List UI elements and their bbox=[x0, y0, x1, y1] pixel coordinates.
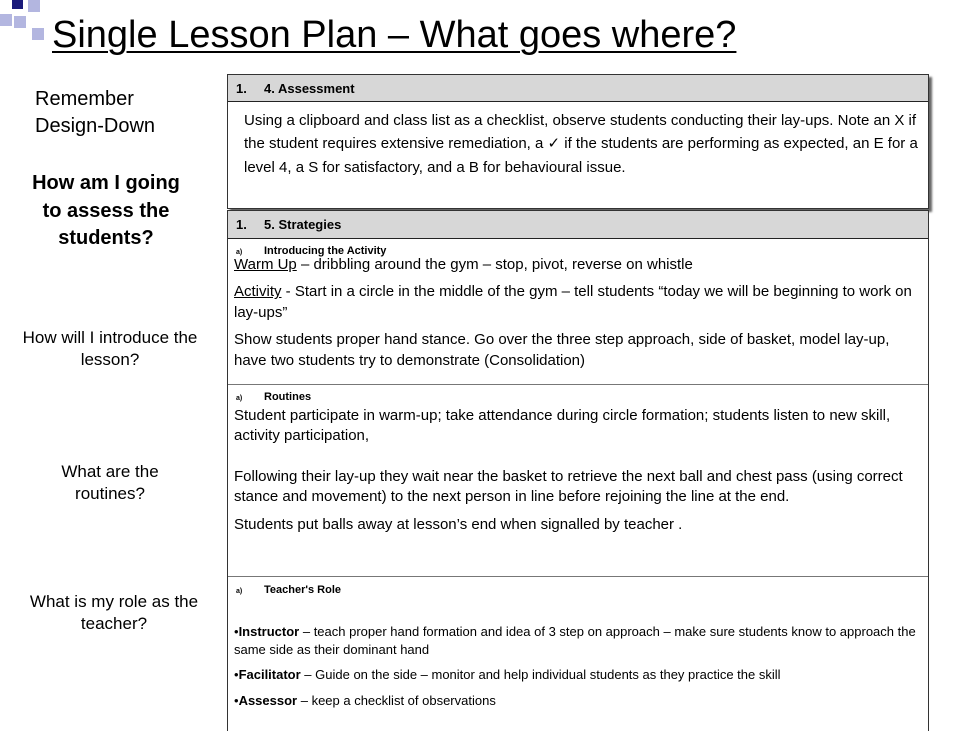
strategies-section bbox=[227, 210, 929, 731]
role-description: – teach proper hand formation and idea of 3 step on approach – make sure students know to approach the same side as their dominant hand bbox=[234, 624, 916, 657]
routines-alpha: a) bbox=[236, 395, 243, 402]
routines-paragraph-1: Student participate in warm-up; take attendance during circle formation; students listen to new skill, activity participation, bbox=[234, 407, 891, 445]
role-term: Assessor bbox=[238, 692, 298, 708]
routines-paragraph-3: Students put balls away at lesson’s end when signalled by teacher . bbox=[234, 515, 683, 533]
activity-text: - Start in a circle in the middle of the gym – tell students “today we will be beginning to work on lay-ups” bbox=[234, 283, 912, 321]
role-term: Facilitator bbox=[238, 667, 301, 683]
teacher-role-label-text: Teacher's Role bbox=[264, 584, 341, 596]
demonstration-line: Show students proper hand stance. Go over the three step approach, side of basket, model lay-up, have two students try to demonstrate (Consolidation) bbox=[234, 331, 890, 369]
teacher-role-alpha: a) bbox=[236, 588, 243, 595]
corner-square-light bbox=[32, 28, 44, 40]
bullet: • bbox=[234, 667, 239, 683]
routines-paragraph-2: Following their lay-up they wait near the basket to retrieve the next ball and chest pass (using correct stance and movement) to the next person in line before rejoining the line at the end. bbox=[234, 467, 903, 506]
role-item-facilitator bbox=[234, 666, 924, 684]
corner-square-navy bbox=[12, 0, 23, 9]
corner-square-light bbox=[14, 16, 26, 28]
reminder-line-2: Design-Down bbox=[35, 115, 156, 137]
assessment-heading: 4. Assessment bbox=[264, 80, 355, 96]
warmup-text: – dribbling around the gym – stop, pivot, reverse on whistle bbox=[296, 256, 693, 273]
check-mark-icon: ✓ bbox=[547, 135, 561, 153]
assessment-question: How am I going to assess the students? bbox=[32, 172, 180, 250]
teacher-role-content bbox=[234, 623, 924, 717]
strategies-number: 1. bbox=[236, 217, 247, 232]
section-divider bbox=[228, 384, 928, 385]
introduction-question: How will I introduce the lesson? bbox=[22, 328, 198, 370]
routines-content bbox=[234, 406, 924, 535]
assessment-box bbox=[227, 74, 929, 209]
role-item-assessor bbox=[234, 692, 924, 710]
introducing-alpha: a) bbox=[236, 249, 243, 256]
assessment-number: 1. bbox=[236, 80, 247, 96]
activity-line bbox=[234, 282, 924, 323]
corner-square-light bbox=[0, 14, 12, 26]
strategies-header bbox=[228, 211, 928, 239]
role-item-instructor bbox=[234, 623, 924, 658]
warmup-line bbox=[234, 255, 924, 275]
introducing-label-text: Introducing the Activity bbox=[264, 245, 387, 257]
assessment-header bbox=[228, 75, 928, 102]
section-divider bbox=[228, 576, 928, 577]
routines-label bbox=[228, 391, 311, 403]
page-title: Single Lesson Plan – What goes where? bbox=[52, 14, 737, 56]
reminder-line-1: Remember bbox=[35, 88, 134, 110]
corner-square-light bbox=[28, 0, 40, 12]
bullet: • bbox=[234, 692, 239, 708]
warmup-label: Warm Up bbox=[234, 256, 297, 273]
assessment-text-end: if the students are performing as expected, an E for a level 4, a S for satisfactory, and a B for behavioural issue. bbox=[244, 135, 918, 176]
routines-label-text: Routines bbox=[264, 391, 312, 403]
role-term: Instructor bbox=[238, 624, 300, 639]
introducing-content bbox=[234, 255, 924, 371]
design-down-reminder bbox=[35, 86, 155, 140]
activity-label: Activity bbox=[234, 283, 282, 301]
assessment-text-start: Using a clipboard and class list as a checklist, observe students conducting their lay-ups. Note an X if the student requires extensive remediation, a bbox=[244, 112, 917, 153]
strategies-heading: 5. Strategies bbox=[264, 217, 342, 232]
role-description: – Guide on the side – monitor and help individual students as they practice the skill bbox=[300, 667, 781, 683]
teacher-role-question: What is my role as the teacher? bbox=[29, 592, 199, 634]
bullet: • bbox=[234, 624, 239, 639]
routines-question: What are the routines? bbox=[61, 462, 159, 504]
assessment-text bbox=[244, 109, 920, 179]
role-description: – keep a checklist of observations bbox=[297, 692, 496, 708]
teacher-role-label bbox=[228, 584, 341, 596]
